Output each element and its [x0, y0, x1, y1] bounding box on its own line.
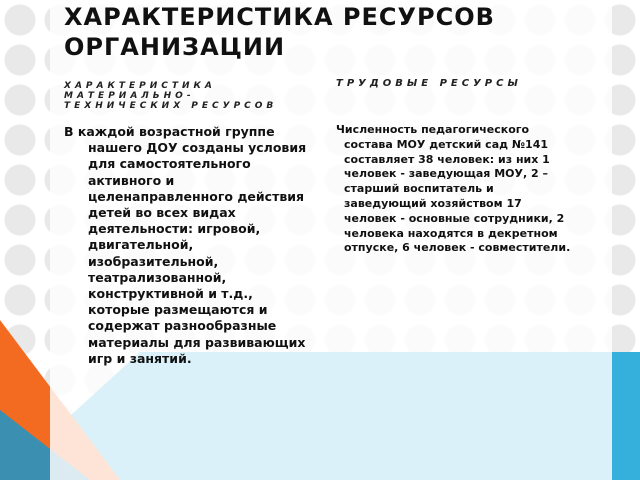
left-column-text: В каждой возрастной группе нашего ДОУ созданы условия для самостоятельного активного и целенаправленного действия детей во всех видах деятельности: игровой, двигательной, изобразительной, театрализованной, конструктивной и т.д., которые размещаются и содержат разнообразные материалы для развивающих игр и занятий. [64, 124, 307, 366]
left-column-heading: ХАРАКТЕРИСТИКА МАТЕРИАЛЬНО-ТЕХНИЧЕСКИХ РЕСУРСОВ [64, 81, 278, 111]
slide-title: ХАРАКТЕРИСТИКА РЕСУРСОВ ОРГАНИЗАЦИИ [64, 3, 495, 61]
right-column-text: Численность педагогического состава МОУ детский сад №141 составляет 38 человек: из них 1 человек - заведующая МОУ, 2 – старший воспитатель и заведующий хозяйством 17 человек - основные сотрудники, 2 человека находятся в декретном отпуске, 6 человек - совместители. [336, 123, 571, 255]
right-column-heading: ТРУДОВЫЕ РЕСУРСЫ [336, 78, 522, 89]
